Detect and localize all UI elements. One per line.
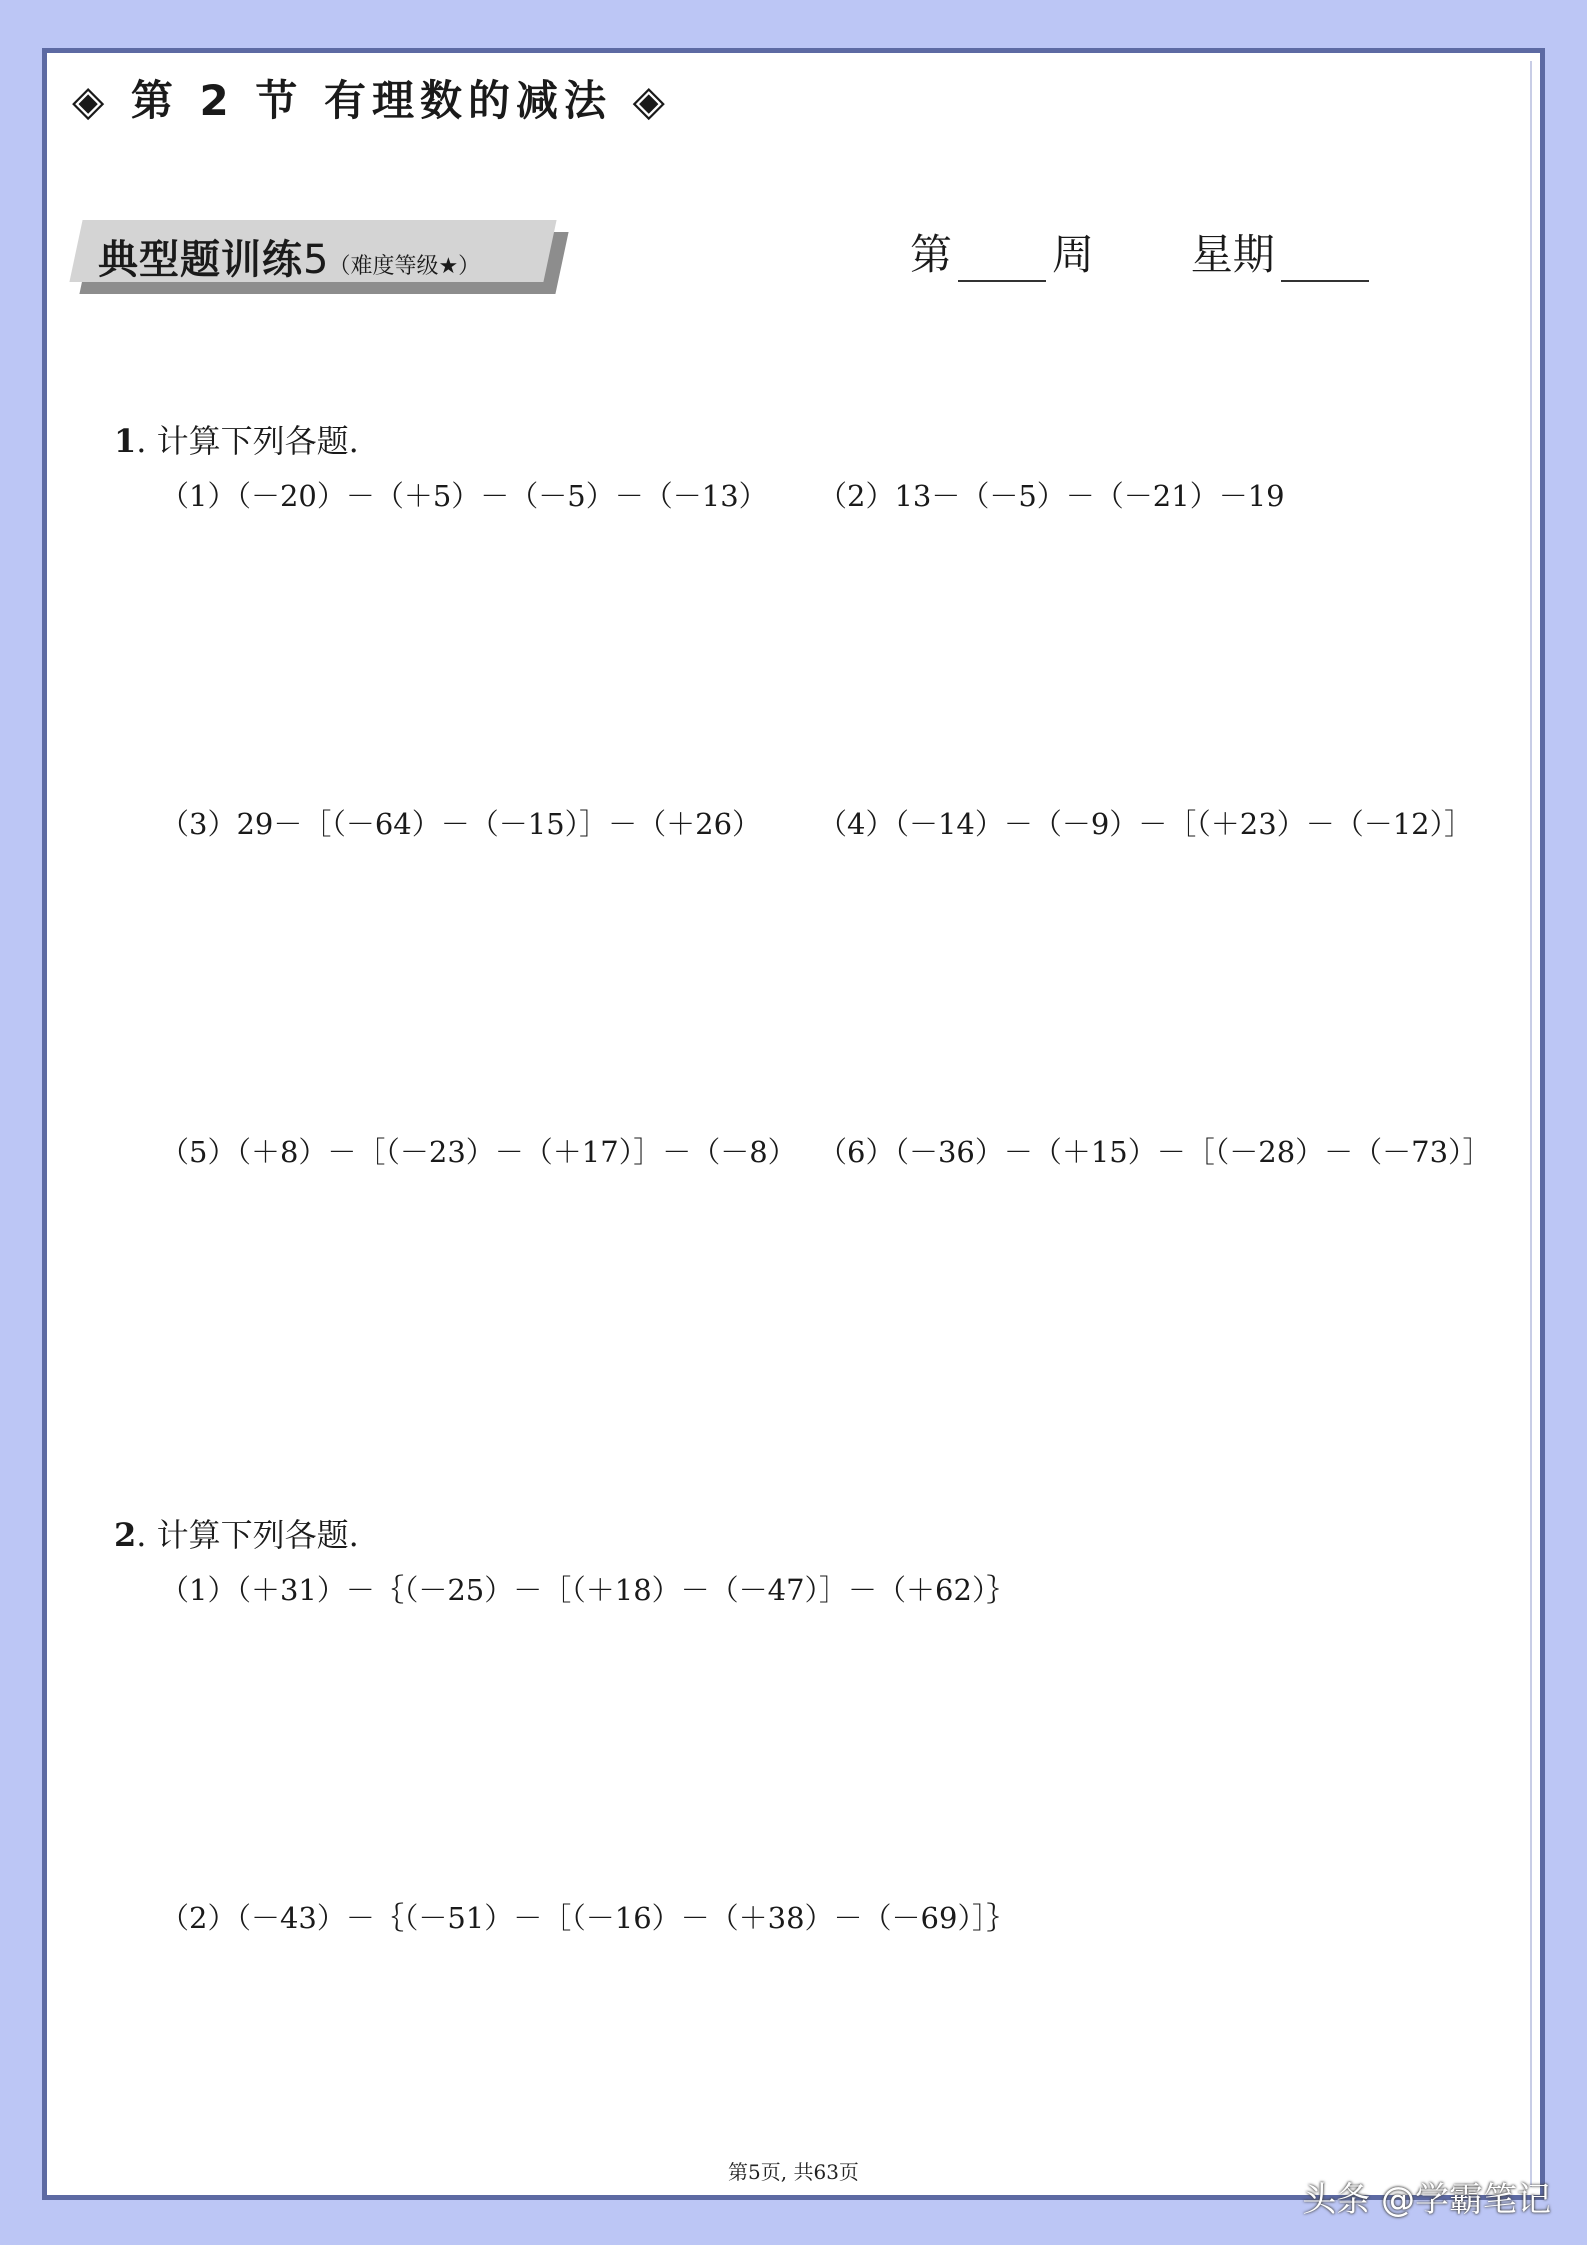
worksheet-page [42,48,1545,2200]
banner-title: 典型题训练 [98,237,303,283]
question-2-header [114,1510,359,1556]
difficulty-label: （难度等级★） [328,254,481,279]
q2-problem-1: （1）（＋31）－｛（－25）－［（＋18）－（－47）］－（＋62）｝ [160,1573,1016,1607]
q1-problem-6: （6）（－36）－（＋15）－［（－28）－（－73）］ [818,1135,1492,1169]
page-footer: 第5页, 共63页 [728,2160,859,2184]
banner-text [98,228,480,285]
question-1-number: 1 [114,422,137,460]
q1-problem-5: （5）（＋8）－［（－23）－（＋17）］－（－8） [160,1135,797,1169]
question-1-header [114,416,359,462]
watermark-text: 头条 @学霸笔记 [1302,2180,1551,2220]
week-blank[interactable] [958,240,1046,282]
exercise-banner [76,220,562,292]
section-title: ◈ 第 2 节 有理数的减法 ◈ [72,76,671,125]
week-suffix: 周 [1052,230,1095,279]
weekday-label: 星期 [1190,230,1275,279]
question-2-number: 2 [114,1516,137,1554]
q1-problem-4: （4）（－14）－（－9）－［（＋23）－（－12）］ [818,807,1474,841]
date-fill-line [910,222,1375,282]
banner-number: 5 [303,237,329,283]
weekday-blank[interactable] [1281,240,1369,282]
q1-problem-3: （3）29－［（－64）－（－15）］－（＋26） [160,807,762,841]
q1-problem-1: （1）（－20）－（＋5）－（－5）－（－13） [160,479,768,513]
q2-problem-2: （2）（－43）－｛（－51）－［（－16）－（＋38）－（－69）］｝ [160,1901,1016,1935]
page-edge-line [1530,61,1532,2187]
question-2-title: . 计算下列各题. [136,1516,359,1554]
q1-problem-2: （2）13－（－5）－（－21）－19 [818,479,1285,513]
question-1-title: . 计算下列各题. [136,422,359,460]
week-prefix: 第 [910,230,953,279]
